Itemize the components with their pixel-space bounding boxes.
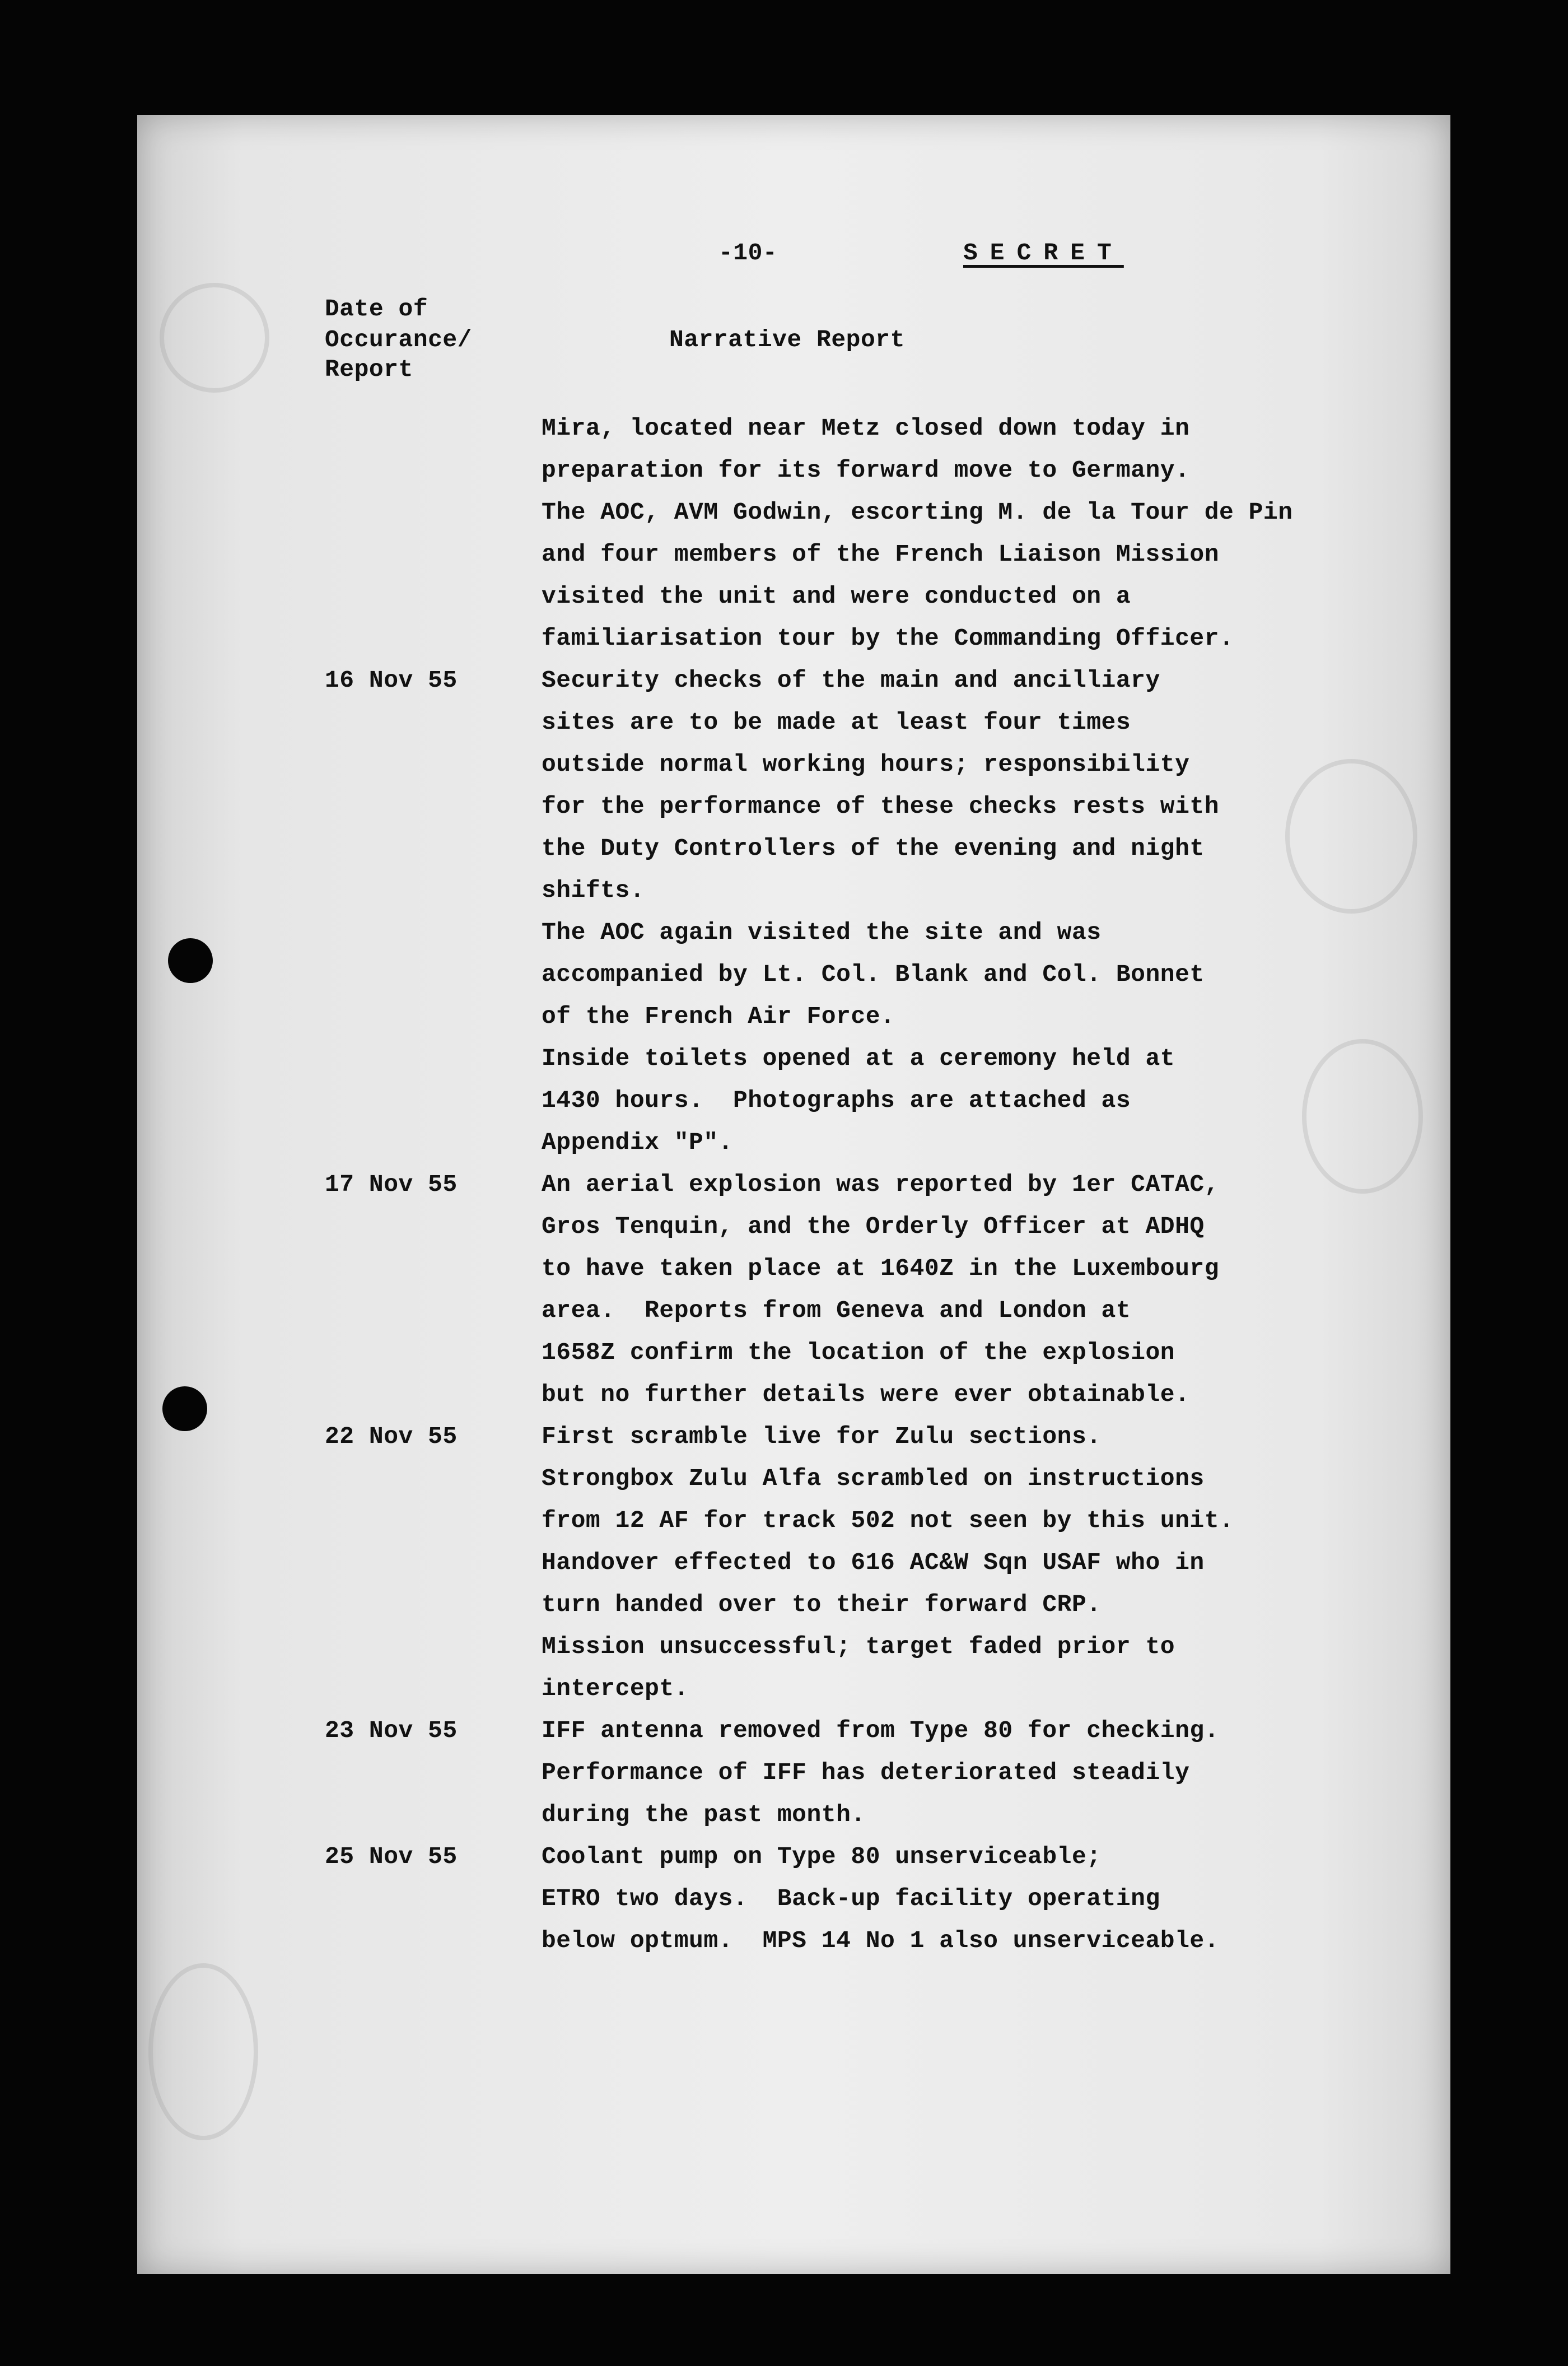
narrative-line: sites are to be made at least four times <box>542 709 1131 736</box>
entry-date: 25 Nov 55 <box>325 1843 458 1870</box>
punch-hole <box>168 938 213 983</box>
narrative-line: Performance of IFF has deteriorated steadily <box>542 1759 1190 1786</box>
entry-date: 17 Nov 55 <box>325 1171 458 1198</box>
narrative-line: turn handed over to their forward CRP. <box>542 1591 1102 1618</box>
narrative-line: 1430 hours. Photographs are attached as <box>542 1087 1131 1114</box>
narrative-line: ETRO two days. Back-up facility operating <box>542 1885 1160 1912</box>
entry-date: 16 Nov 55 <box>325 667 458 694</box>
page-number: -10- <box>718 239 778 267</box>
narrative-line: Strongbox Zulu Alfa scrambled on instructions <box>542 1465 1205 1492</box>
narrative-line: Inside toilets opened at a ceremony held at <box>542 1045 1175 1072</box>
document-sheet <box>137 115 1450 2274</box>
narrative-line: for the performance of these checks rests with <box>542 793 1219 820</box>
narrative-line: familiarisation tour by the Commanding Officer. <box>542 625 1234 652</box>
narrative-line: outside normal working hours; responsibility <box>542 751 1190 778</box>
narrative-column-header: Narrative Report <box>669 326 905 353</box>
faint-stamp-mark <box>148 1963 258 2140</box>
narrative-line: shifts. <box>542 877 645 904</box>
faint-stamp-mark <box>1285 759 1417 914</box>
narrative-line: The AOC, AVM Godwin, escorting M. de la Tour de Pin <box>542 499 1293 526</box>
narrative-line: below optmum. MPS 14 No 1 also unserviceable. <box>542 1927 1219 1954</box>
classification-heading: SECRET <box>963 239 1124 267</box>
faint-stamp-mark <box>1302 1039 1423 1194</box>
date-column-header: Report <box>325 356 413 383</box>
narrative-line: but no further details were ever obtainable. <box>542 1381 1190 1408</box>
narrative-line: to have taken place at 1640Z in the Luxembourg <box>542 1255 1219 1282</box>
narrative-line: from 12 AF for track 502 not seen by this unit. <box>542 1507 1234 1534</box>
entry-date: 22 Nov 55 <box>325 1423 458 1450</box>
faint-stamp-mark <box>160 283 269 393</box>
entry-date: 23 Nov 55 <box>325 1717 458 1744</box>
narrative-line: The AOC again visited the site and was <box>542 919 1102 946</box>
narrative-line: An aerial explosion was reported by 1er CATAC, <box>542 1171 1219 1198</box>
narrative-line: accompanied by Lt. Col. Blank and Col. Bonnet <box>542 961 1205 988</box>
narrative-line: preparation for its forward move to Germany. <box>542 457 1190 484</box>
narrative-line: area. Reports from Geneva and London at <box>542 1297 1131 1324</box>
narrative-line: Mission unsuccessful; target faded prior to <box>542 1633 1175 1660</box>
narrative-line: of the French Air Force. <box>542 1003 895 1030</box>
narrative-line: Handover effected to 616 AC&W Sqn USAF who in <box>542 1549 1205 1576</box>
date-column-header: Occurance/ <box>325 326 473 353</box>
narrative-line: visited the unit and were conducted on a <box>542 583 1131 610</box>
narrative-line: Coolant pump on Type 80 unserviceable; <box>542 1843 1102 1870</box>
narrative-line: IFF antenna removed from Type 80 for checking. <box>542 1717 1219 1744</box>
narrative-line: Gros Tenquin, and the Orderly Officer at ADHQ <box>542 1213 1205 1240</box>
narrative-line: First scramble live for Zulu sections. <box>542 1423 1102 1450</box>
narrative-line: Security checks of the main and ancilliary <box>542 667 1160 694</box>
narrative-line: Appendix "P". <box>542 1129 733 1156</box>
narrative-line: Mira, located near Metz closed down today in <box>542 414 1190 442</box>
narrative-line: and four members of the French Liaison Mission <box>542 541 1219 568</box>
punch-hole <box>162 1386 207 1431</box>
narrative-line: the Duty Controllers of the evening and night <box>542 835 1205 862</box>
narrative-line: during the past month. <box>542 1801 866 1828</box>
narrative-line: 1658Z confirm the location of the explosion <box>542 1339 1175 1366</box>
date-column-header: Date of <box>325 295 428 323</box>
narrative-line: intercept. <box>542 1675 689 1702</box>
